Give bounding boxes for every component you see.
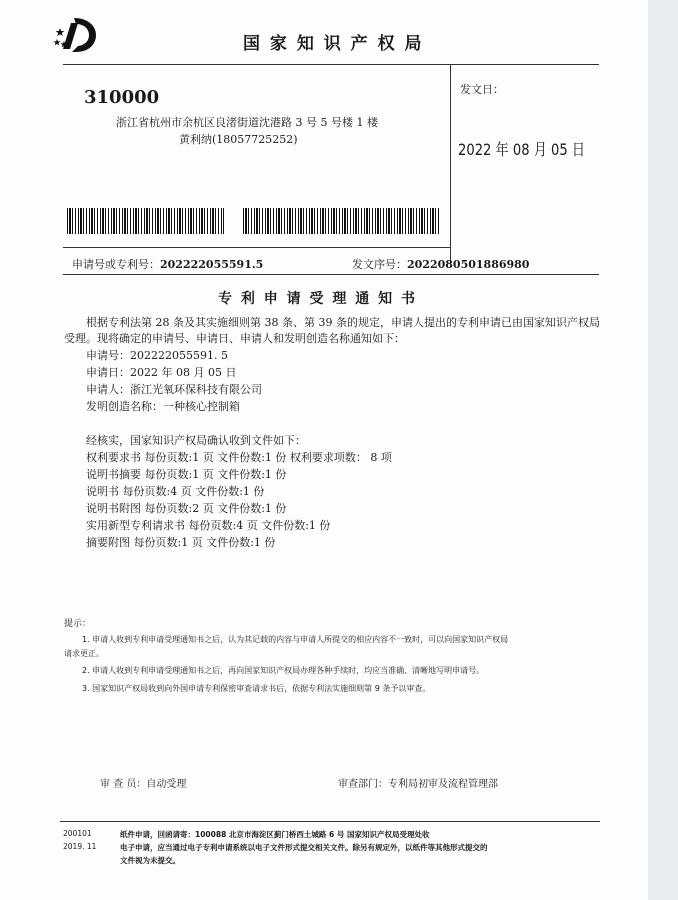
cnipa-logo-icon: [52, 15, 100, 55]
examining-department: 审查部门：专利局初审及流程管理部: [338, 779, 498, 790]
document-item: 摘要附图 每份页数:1 页 文件份数:1 份: [86, 536, 276, 549]
postal-code: 310000: [84, 87, 160, 108]
tips-heading: 提示：: [64, 619, 92, 629]
dispatch-date: 2022 年 08 月 05 日: [458, 140, 585, 159]
examiner: 审 查 员：自动受理: [100, 779, 187, 790]
barcode-left: [67, 208, 224, 234]
document-item: 说明书摘要 每份页数:1 页 文件份数:1 份: [86, 468, 287, 481]
tip-1-line-1: 1. 申请人收到专利申请受理通知书之后，认为其记载的内容与申请人所提交的相应内容不一致时，可以向国家知识产权局: [82, 635, 509, 644]
invention-name-line: 发明创造名称：一种核心控制箱: [86, 400, 240, 413]
recipient-name: 黄利纳(18057725252): [179, 133, 298, 146]
application-number-line: 申请号：202222055591. 5: [86, 349, 228, 362]
dispatch-date-label: 发文日：: [460, 83, 504, 96]
application-number: 申请号或专利号：202222055591.5: [72, 258, 264, 271]
header-divider: [450, 64, 451, 264]
document-item: 实用新型专利请求书 每份页数:4 页 文件份数:1 份: [86, 519, 331, 532]
footer-electronic-line-2: 文件视为未提交。: [120, 856, 180, 865]
intro-line-1: 根据专利法第 28 条及其实施细则第 38 条、第 39 条的规定，申请人提出的专利申请已由国家知识产权局: [86, 316, 600, 329]
viewer-margin: [648, 0, 678, 900]
notice-title: 专 利 申 请 受 理 通 知 书: [218, 291, 417, 307]
office-name: 国 家 知 识 产 权 局: [243, 34, 424, 54]
form-code: 200101: [63, 829, 92, 838]
verification-intro: 经核实，国家知识产权局确认收到文件如下：: [86, 434, 306, 447]
barcode-rule: [63, 247, 450, 248]
tip-3: 3. 国家知识产权局收到向外国申请专利保密审查请求书后，依据专利法实施细则第 9 条予以审查。: [82, 684, 431, 693]
applicant-line: 申请人：浙江光氧环保科技有限公司: [86, 383, 262, 396]
document-item: 说明书 每份页数:4 页 文件份数:1 份: [86, 485, 265, 498]
ref-row-rule: [63, 274, 599, 275]
document-item: 说明书附图 每份页数:2 页 文件份数:1 份: [86, 502, 287, 515]
footer-electronic-line: 电子申请，应当通过电子专利申请系统以电子文件形式提交相关文件。除另有规定外，以纸件等其他形式提交的: [120, 843, 488, 852]
document-item: 权利要求书 每份页数:1 页 文件份数:1 份 权利要求项数： 8 项: [86, 451, 392, 464]
address-line: 浙江省杭州市余杭区良渚街道沈港路 3 号 5 号楼 1 楼: [116, 116, 378, 129]
application-date-line: 申请日：2022 年 08 月 05 日: [86, 366, 237, 379]
header-top-rule: [63, 64, 599, 65]
intro-line-2: 受理。现将确定的申请号、申请日、申请人和发明创造名称通知如下：: [64, 332, 405, 345]
footer-mailing-line: 纸件申请，回函请寄：100088 北京市海淀区蓟门桥西土城路 6 号 国家知识产权局受理处收: [120, 830, 430, 839]
dispatch-serial: 发文序号：2022080501886980: [352, 258, 530, 271]
footer-rule: [60, 821, 600, 822]
tip-2: 2. 申请人收到专利申请受理通知书之后，再向国家知识产权局办理各种手续时，均应当准确、清晰地写明申请号。: [82, 666, 485, 675]
tip-1-line-2: 请求更正。: [64, 649, 104, 658]
form-version: 2019. 11: [63, 842, 97, 851]
barcode-right: [243, 208, 439, 234]
